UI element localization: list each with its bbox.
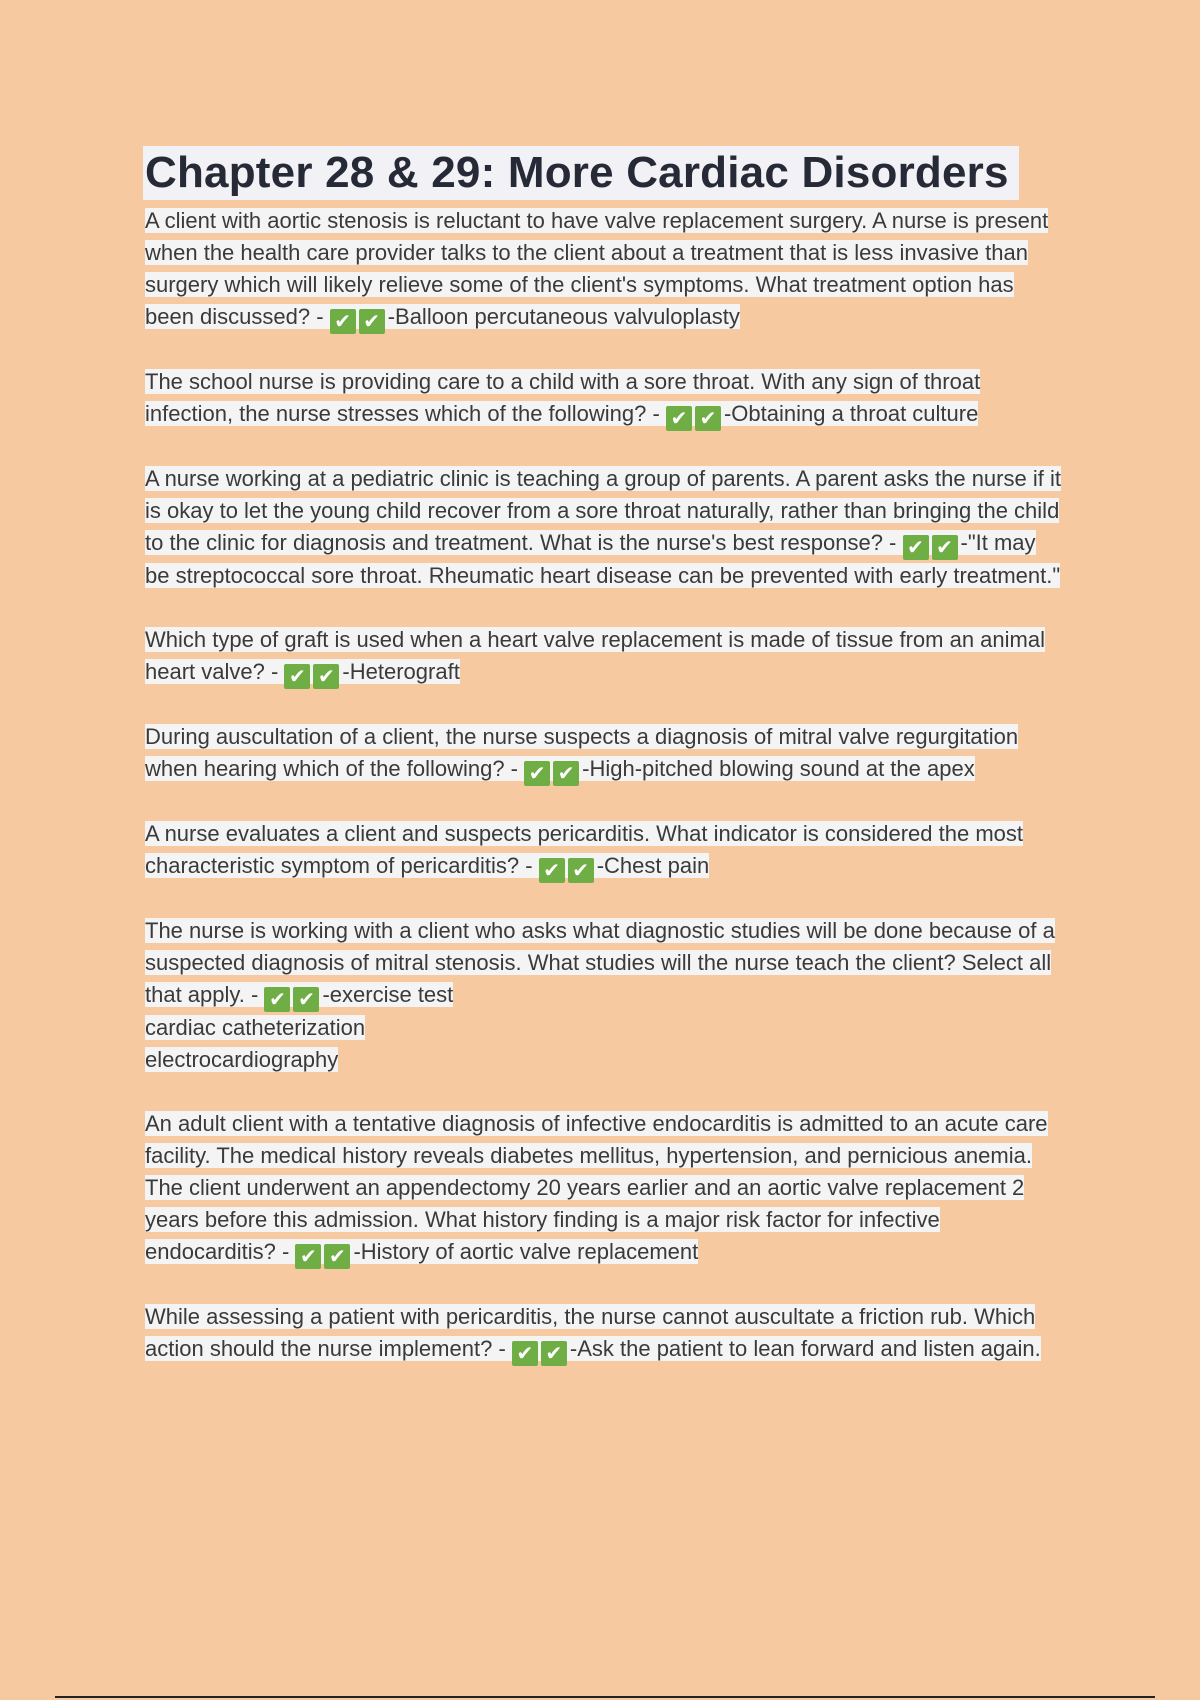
question-text: While assessing a patient with pericarditis, the nurse cannot auscultate a friction rub. Which action should the nurse implement? — [145, 1304, 1036, 1361]
qa-item — [145, 624, 1065, 689]
question-answer-separator: - — [275, 1239, 296, 1264]
question-text: During auscultation of a client, the nurse suspects a diagnosis of mitral valve regurgitation when hearing which of the following? — [145, 724, 1019, 781]
qa-item — [145, 818, 1065, 883]
check-mark-icon: ✔ — [932, 535, 958, 560]
answer-text: Balloon percutaneous valvuloplasty — [395, 304, 740, 329]
answer-text: Obtaining a throat culture — [731, 401, 979, 426]
answer-prefix: - — [723, 401, 732, 426]
question-answer-separator: - — [492, 1336, 512, 1361]
check-mark-icon: ✔ — [541, 1341, 567, 1366]
qa-list — [145, 205, 1065, 1366]
check-mark-icon: ✔ — [512, 1341, 538, 1366]
qa-highlight — [145, 1304, 1041, 1365]
check-mark-icon: ✔ — [264, 987, 290, 1012]
qa-item — [145, 1108, 1065, 1269]
answer-prefix: - — [322, 982, 330, 1007]
answer-prefix: - — [387, 304, 396, 329]
qa-highlight — [145, 821, 1024, 882]
qa-item — [145, 915, 1065, 1076]
question-text: A nurse evaluates a client and suspects pericarditis. What indicator is considered the most characteristic symptom of pericarditis? — [145, 821, 1024, 878]
question-text: A nurse working at a pediatric clinic is teaching a group of parents. A parent asks the nurse if it is okay to let the young child recover from a sore throat naturally, rather than bringing the child to the clinic for diagnosis and treatment. What is the nurse's best response? — [145, 466, 1061, 555]
answer-text: History of aortic valve replacement — [360, 1239, 699, 1264]
answer-prefix: - — [569, 1336, 578, 1361]
answer-text: High-pitched blowing sound at the apex — [589, 756, 975, 781]
answer-text: Ask the patient to lean forward and listen again. — [577, 1336, 1041, 1361]
question-answer-separator: - — [504, 756, 525, 781]
page-title: Chapter 28 & 29: More Cardiac Disorders — [143, 146, 1019, 200]
check-mark-icon: ✔ — [324, 1244, 350, 1269]
page-bottom-divider — [55, 1696, 1155, 1698]
question-text: Which type of graft is used when a heart valve replacement is made of tissue from an animal heart valve? — [145, 627, 1045, 684]
check-mark-icon: ✔ — [666, 406, 692, 431]
answer-prefix: - — [960, 530, 968, 555]
answer-line: electrocardiography — [145, 1047, 339, 1072]
qa-highlight — [145, 466, 1061, 588]
check-mark-icon: ✔ — [903, 535, 929, 560]
question-text: The nurse is working with a client who asks what diagnostic studies will be done because of a suspected diagnosis of mitral stenosis. What studies will the nurse teach the client? Select all that apply. — [145, 918, 1055, 1007]
question-answer-separator: - — [264, 659, 285, 684]
qa-highlight — [145, 208, 1049, 333]
document-page — [145, 146, 1065, 1398]
question-text: An adult client with a tentative diagnosis of infective endocarditis is admitted to an acute care facility. The medical history reveals diabetes mellitus, hypertension, and pernicious anemia. The client underwent an appendectomy 20 years earlier and an aortic valve replacement 2 years before this admission. What history finding is a major risk factor for infective endocarditis? — [145, 1111, 1048, 1264]
answer-prefix: - — [596, 853, 605, 878]
qa-highlight — [145, 369, 981, 430]
answer-prefix: - — [353, 1239, 361, 1264]
question-answer-separator: - — [519, 853, 539, 878]
qa-item — [145, 463, 1065, 592]
qa-highlight — [145, 724, 1019, 785]
qa-highlight — [145, 1111, 1048, 1268]
answer-prefix: - — [342, 659, 350, 684]
question-answer-separator: - — [882, 530, 903, 555]
check-mark-icon: ✔ — [695, 406, 721, 431]
answer-text: "It may be streptococcal sore throat. Rheumatic heart disease can be prevented with early treatment." — [145, 530, 1061, 588]
check-mark-icon: ✔ — [359, 309, 385, 334]
check-mark-icon: ✔ — [284, 664, 310, 689]
check-mark-icon: ✔ — [293, 987, 319, 1012]
question-answer-separator: - — [310, 304, 330, 329]
question-answer-separator: - — [244, 982, 265, 1007]
qa-highlight — [145, 918, 1055, 1011]
check-mark-icon: ✔ — [330, 309, 356, 334]
check-mark-icon: ✔ — [313, 664, 339, 689]
answer-text: exercise test — [329, 982, 454, 1007]
qa-item — [145, 721, 1065, 786]
check-mark-icon: ✔ — [539, 858, 565, 883]
check-mark-icon: ✔ — [524, 761, 550, 786]
qa-highlight — [145, 627, 1045, 688]
answer-text: Chest pain — [604, 853, 710, 878]
check-mark-icon: ✔ — [295, 1244, 321, 1269]
check-mark-icon: ✔ — [553, 761, 579, 786]
question-text: A client with aortic stenosis is reluctant to have valve replacement surgery. A nurse is present when the health care provider talks to the client about a treatment that is less invasive than surgery which will likely relieve some of the client's symptoms. What treatment option has been discussed? — [145, 208, 1049, 329]
answer-text: Heterograft — [349, 659, 460, 684]
question-text: The school nurse is providing care to a child with a sore throat. With any sign of throat infection, the nurse stresses which of the following? — [145, 369, 981, 426]
answer-line: cardiac catheterization — [145, 1015, 366, 1040]
qa-item — [145, 1301, 1065, 1366]
check-mark-icon: ✔ — [568, 858, 594, 883]
qa-item — [145, 205, 1065, 334]
answer-prefix: - — [582, 756, 590, 781]
qa-item — [145, 366, 1065, 431]
question-answer-separator: - — [646, 401, 666, 426]
